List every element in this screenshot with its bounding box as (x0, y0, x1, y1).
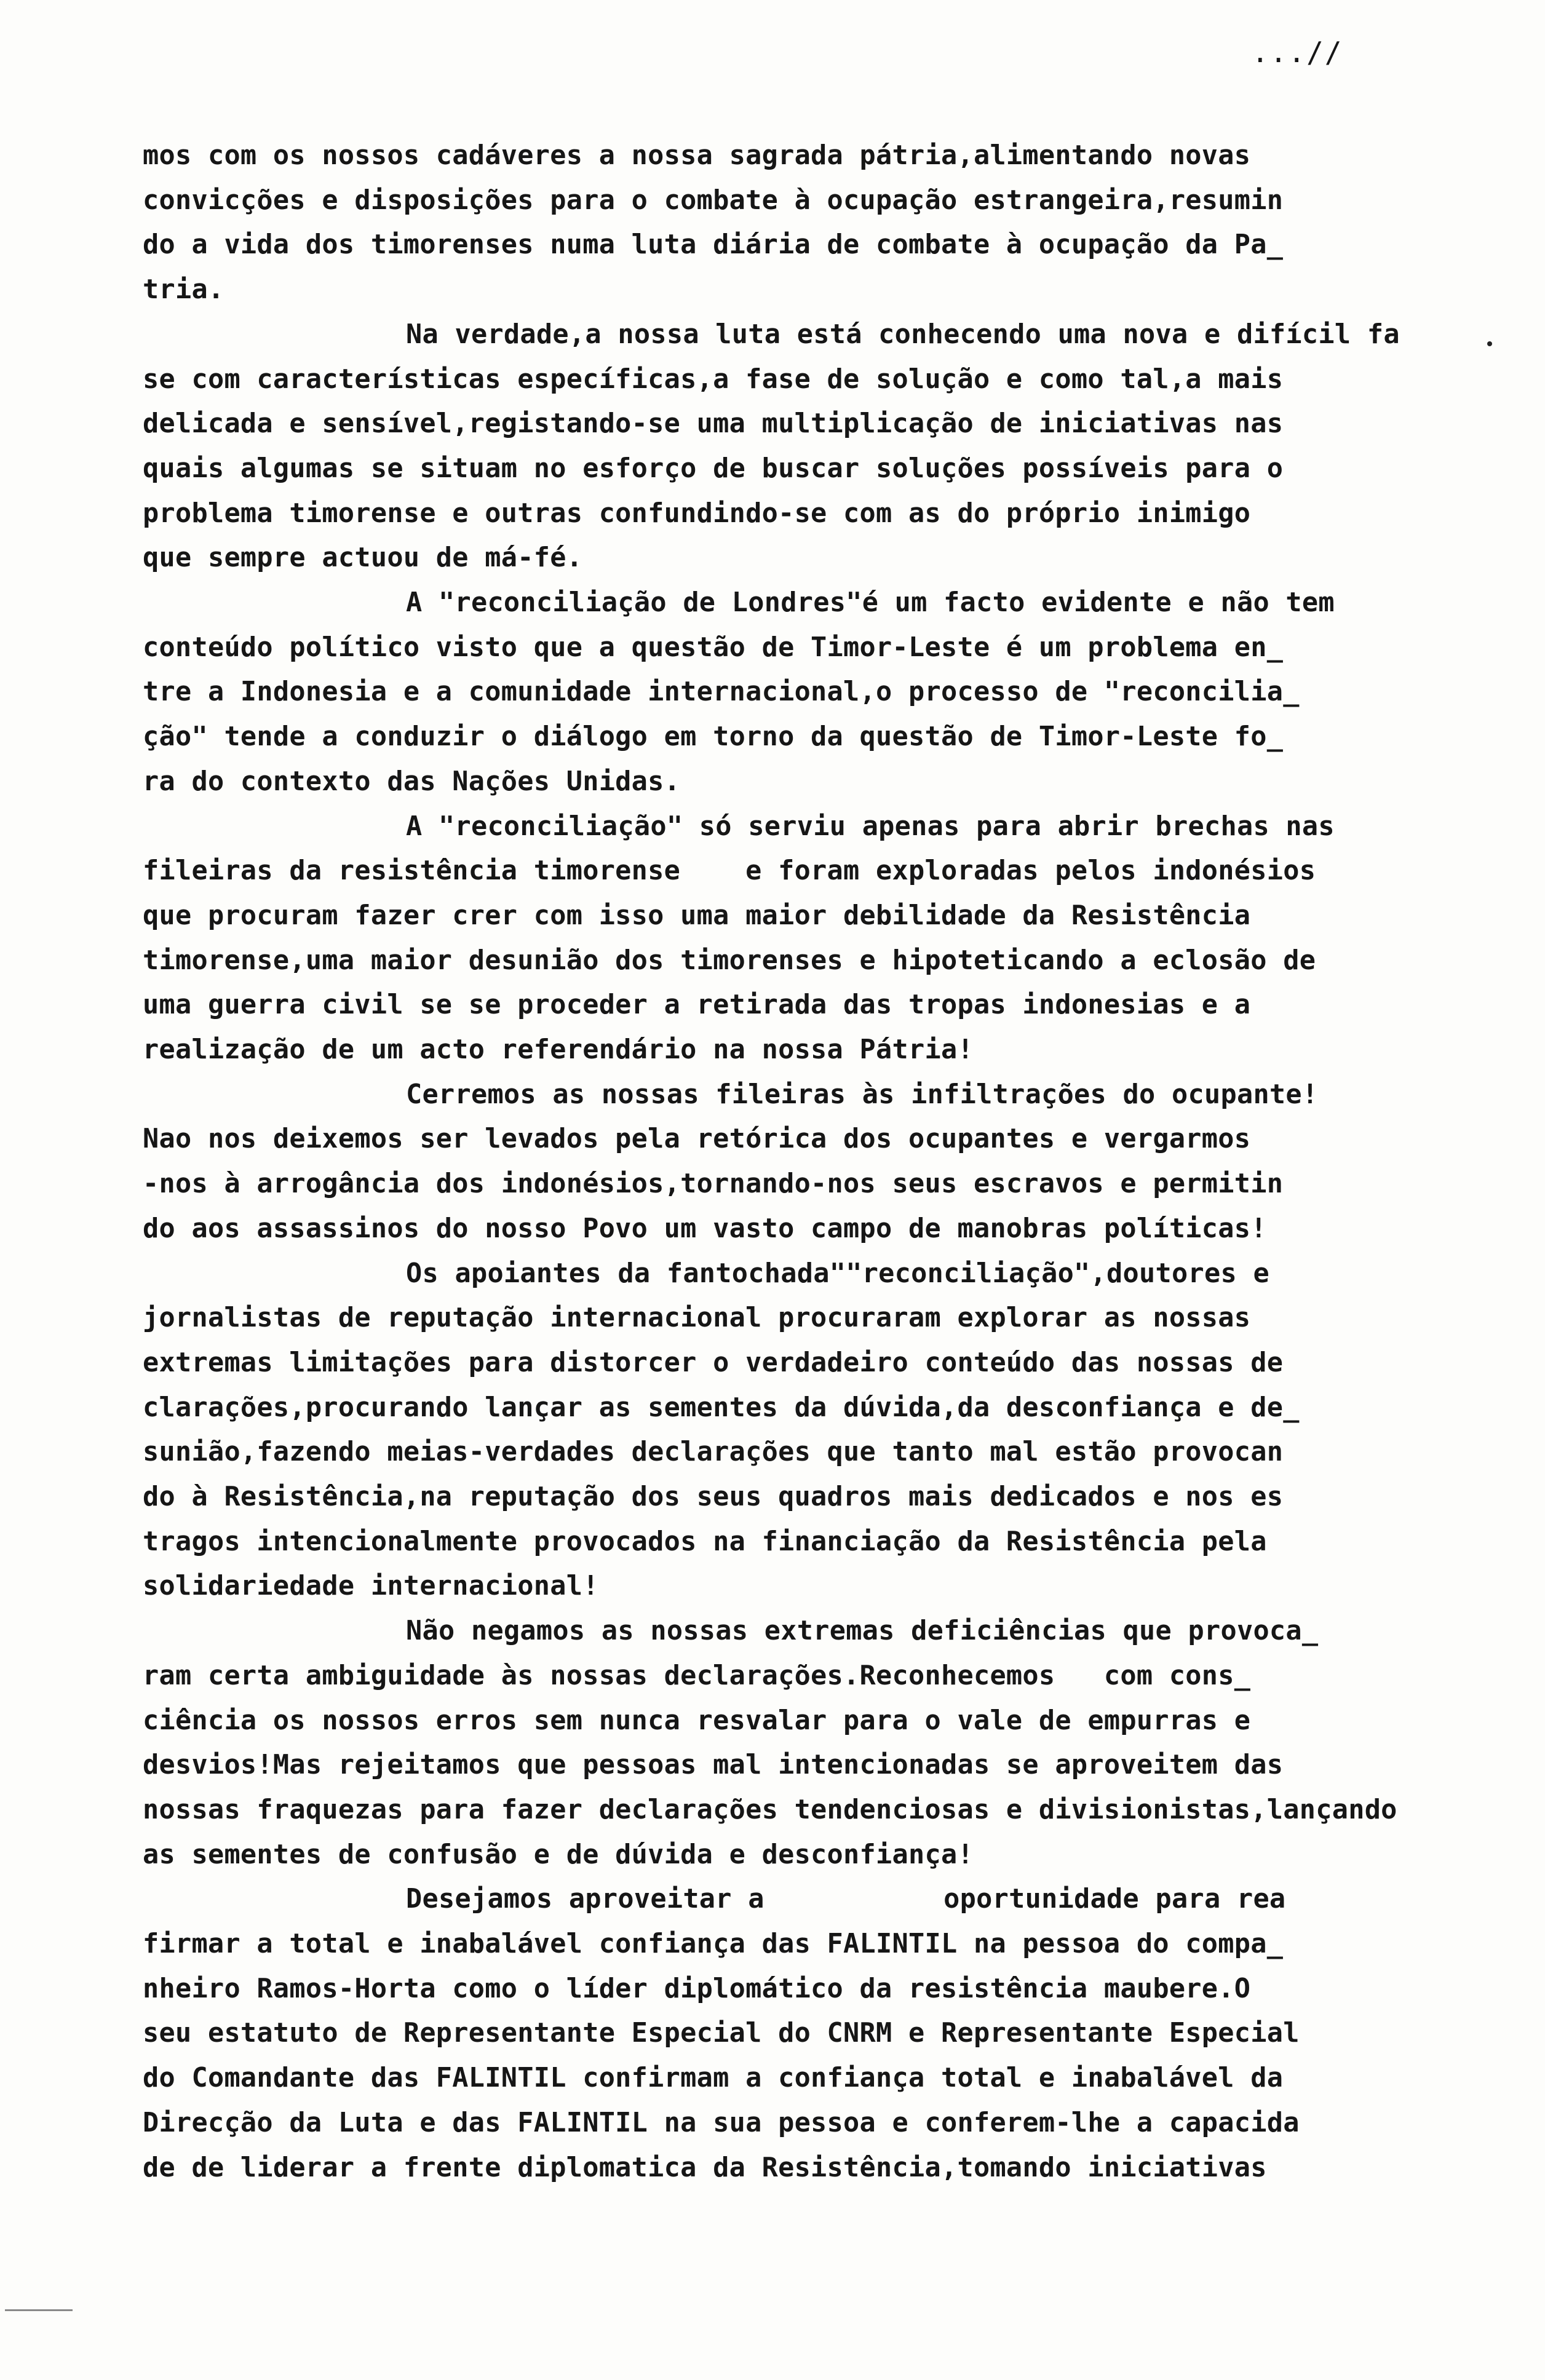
text-line: convicções e disposições para o combate à ocupação estrangeira,resumin (143, 184, 1284, 216)
text-line: Não negamos as nossas extremas deficiências que provoca_ (406, 1616, 1319, 1647)
text-line: A "reconciliação" só serviu apenas para abrir brechas nas (406, 811, 1335, 842)
text-line: do aos assassinos do nosso Povo um vasto campo de manobras políticas! (143, 1213, 1267, 1244)
text-line: ra do contexto das Nações Unidas. (143, 766, 681, 797)
text-line: tre a Indonesia e a comunidade internacional,o processo de "reconcilia_ (143, 676, 1300, 708)
text-line: firmar a total e inabalável confiança das FALINTIL na pessoa do compa_ (143, 1929, 1284, 1959)
text-line: ção" tende a conduzir o diálogo em torno da questão de Timor-Leste fo_ (143, 721, 1284, 753)
text-line: ram certa ambiguidade às nossas declarações.Reconhecemos com cons_ (143, 1660, 1251, 1691)
text-line: extremas limitações para distorcer o verdadeiro conteúdo das nossas de (143, 1347, 1284, 1378)
text-line: tria. (143, 274, 224, 306)
text-line: desvios!Mas rejeitamos que pessoas mal intencionadas se aproveitem das (143, 1750, 1284, 1781)
text-line: A "reconciliação de Londres"é um facto evidente e não tem (406, 587, 1335, 618)
text-line: timorense,uma maior desunião dos timorenses e hipoteticando a eclosão de (143, 945, 1316, 976)
text-line: sunião,fazendo meias-verdades declarações que tanto mal estão provocan (143, 1437, 1284, 1468)
text-line: de de liderar a frente diplomatica da Resistência,tomando iniciativas (143, 2152, 1267, 2183)
text-line: que sempre actuou de má-fé. (143, 542, 583, 574)
text-line: mos com os nossos cadáveres a nossa sagrada pátria,alimentando novas (143, 140, 1251, 171)
text-line: -nos à arrogância dos indonésios,tornando-nos seus escravos e permitin (143, 1168, 1284, 1200)
text-line: ciência os nossos erros sem nunca resvalar para o vale de empurras e (143, 1705, 1251, 1736)
text-line: do à Resistência,na reputação dos seus quadros mais dedicados e nos es (143, 1482, 1284, 1512)
text-line: fileiras da resistência timorense e foram exploradas pelos indonésios (143, 855, 1316, 887)
text-line: tragos intencionalmente provocados na financiação da Resistência pela (143, 1526, 1267, 1557)
text-line: do Comandante das FALINTIL confirmam a confiança total e inabalável da (143, 2063, 1284, 2094)
scan-speck (1487, 341, 1492, 346)
text-line: quais algumas se situam no esforço de buscar soluções possíveis para o (143, 453, 1284, 484)
text-line: clarações,procurando lançar as sementes da dúvida,da desconfiança e de_ (143, 1392, 1300, 1423)
text-line: nossas fraquezas para fazer declarações tendenciosas e divisionistas,lançando (143, 1794, 1397, 1825)
text-line: que procuram fazer crer com isso uma maior debilidade da Resistência (143, 900, 1251, 931)
text-line: Desejamos aproveitar a oportunidade para rea (406, 1884, 1286, 1915)
text-line: conteúdo político visto que a questão de Timor-Leste é um problema en_ (143, 632, 1284, 663)
text-line: seu estatuto de Representante Especial do CNRM e Representante Especial (143, 2018, 1300, 2049)
text-line: do a vida dos timorenses numa luta diária de combate à ocupação da Pa_ (143, 229, 1284, 261)
text-line: jornalistas de reputação internacional procuraram explorar as nossas (143, 1303, 1251, 1334)
text-line: Na verdade,a nossa luta está conhecendo uma nova e difícil fa (406, 319, 1400, 350)
text-line: Nao nos deixemos ser levados pela retórica dos ocupantes e vergarmos (143, 1124, 1251, 1155)
text-line: uma guerra civil se se proceder a retirada das tropas indonesias e a (143, 990, 1251, 1021)
text-line: realização de um acto referendário na nossa Pátria! (143, 1034, 974, 1065)
text-line: Os apoiantes da fantochada""reconciliação",doutores e (406, 1258, 1269, 1289)
text-line: as sementes de confusão e de dúvida e desconfiança! (143, 1839, 974, 1870)
page-number: ...// (1252, 36, 1343, 69)
text-line: solidariedade internacional! (143, 1571, 599, 1602)
text-line: problema timorense e outras confundindo-se com as do próprio inimigo (143, 498, 1251, 529)
text-line: nheiro Ramos-Horta como o líder diplomático da resistência maubere.O (143, 1973, 1251, 2004)
text-line: se com características específicas,a fase de solução e como tal,a mais (143, 363, 1284, 395)
text-line: Direcção da Luta e das FALINTIL na sua pessoa e conferem-lhe a capacida (143, 2107, 1300, 2138)
margin-mark (5, 2309, 73, 2311)
text-line: delicada e sensível,registando-se uma multiplicação de iniciativas nas (143, 408, 1284, 440)
text-line: Cerremos as nossas fileiras às infiltrações do ocupante! (406, 1079, 1319, 1110)
